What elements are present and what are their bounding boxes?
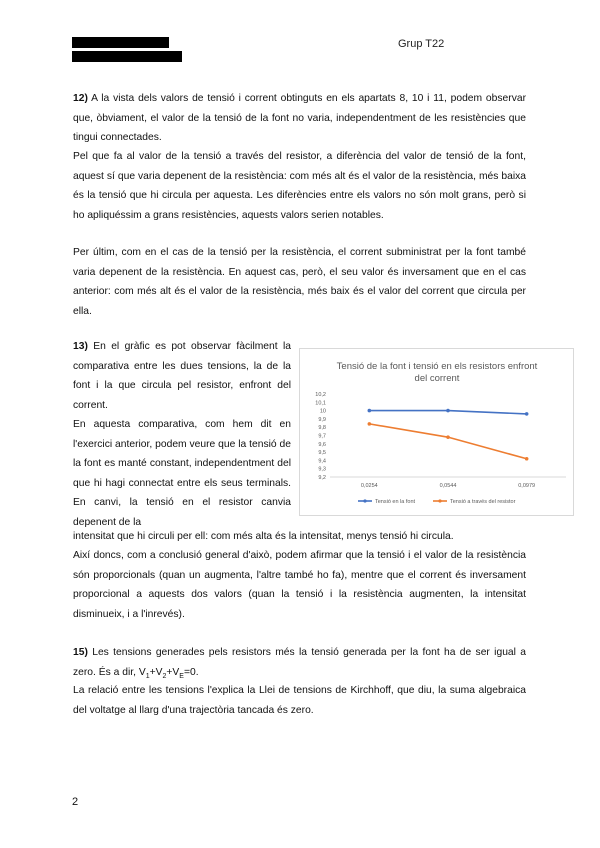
series-2-point — [446, 435, 450, 439]
eq-sub-1: 1 — [145, 672, 150, 680]
section-13-number: 13) — [73, 341, 88, 352]
chart-series — [368, 409, 529, 461]
redacted-name-1 — [72, 37, 169, 48]
section-13-paragraph-2: Així doncs, com a conclusió general d'això, podem afirmar que la tensió i el valor de la resistència són proporcionals (quan un augmenta, l'altre també ho fa), mentre que el corrent és inversament proporcional a aquests dos valors (quan la tensió i la resistència augmenten, la intensitat disminueix, i a l'inrevés). — [73, 550, 526, 620]
legend-marker-1 — [363, 499, 366, 502]
section-15-text-1: Les tensions generades pels resistors més la tensió generada per la font ha de ser igual a zero. És a dir, — [73, 647, 526, 678]
eq-sub-e: E — [179, 672, 184, 680]
section-12-paragraph-1 — [73, 89, 526, 148]
series-2-point — [368, 422, 372, 426]
section-13-column-paragraph-2: En aquesta comparativa, com hem dit en l'exercici anterior, podem veure que la tensió de la font es manté constant, independentment del que hi hagi connectat entre els seus terminals. En canvi, la tensió en el resistor canvia depenent de la — [73, 419, 291, 528]
x-tick-label: 0,0544 — [439, 483, 457, 489]
section-12-paragraph-3: Per últim, com en el cas de la tensió per la resistència, el corrent subministrat per la font també varia depenent de la resistència. En aquest cas, però, el seu valor és inversament que en el cas anterior: com més alt és el valor de la resistència, més baix és el valor del corrent que circula per ella. — [73, 247, 526, 317]
section-15-number: 15) — [73, 647, 88, 658]
line-chart — [300, 349, 573, 515]
series-2-point — [525, 457, 529, 461]
section-13-column-paragraph-1 — [73, 337, 291, 415]
chart-title-line-1: Tensió de la font i tensió en els resistors enfront — [336, 361, 538, 372]
section-13-text-1: En el gràfic es pot observar fàcilment la comparativa entre les dues tensions, la de la font i la que circula pel resistor, enfront del corrent. — [73, 341, 291, 411]
group-label: Grup T22 — [398, 38, 445, 50]
eq-end: =0. — [183, 666, 199, 678]
y-tick-label: 10 — [319, 408, 326, 415]
chart-title-line-2: del corrent — [414, 373, 460, 384]
section-12-text-1: A la vista dels valors de tensió i corrent obtinguts en els apartats 8, 10 i 11, podem observar que, òbviament, el valor de la tensió de la font no varia, independentment de les resistències que tingui connectades. — [73, 93, 526, 143]
y-tick-label: 9,8 — [318, 425, 326, 432]
y-tick-label: 10,2 — [315, 392, 326, 398]
series-1-point — [368, 409, 372, 413]
section-15-paragraph-1 — [73, 643, 526, 686]
eq-v1: V — [138, 666, 146, 678]
kirchhoff-equation — [139, 667, 199, 678]
section-12-number: 12) — [73, 93, 88, 104]
legend-marker-2 — [438, 499, 441, 502]
y-tick-label: 9,7 — [318, 433, 326, 440]
section-13-continuation: intensitat que hi circuli per ell: com més alta és la intensitat, menys tensió hi circula. — [73, 531, 454, 542]
x-tick-label: 0,0979 — [518, 483, 536, 489]
y-tick-label: 9,4 — [318, 458, 326, 465]
y-tick-label: 9,3 — [318, 466, 326, 473]
eq-sub-2: 2 — [162, 672, 167, 680]
y-tick-label: 9,6 — [318, 441, 326, 448]
series-1-point — [525, 412, 529, 416]
legend-label-2: Tensió a través del resistor — [450, 499, 516, 505]
chart-legend — [358, 499, 516, 505]
y-tick-label: 10,1 — [315, 400, 326, 407]
redacted-name-2 — [72, 51, 182, 62]
series-line-2 — [369, 424, 526, 459]
page-number: 2 — [72, 796, 79, 808]
legend-label-1: Tensió en la font — [375, 499, 416, 505]
series-1-point — [446, 409, 450, 413]
section-12-paragraph-2: Pel que fa al valor de la tensió a través del resistor, a diferència del valor de tensió de la font, aquest sí que varia depenent de la resistència: com més alt és el valor de la resistència, més baixa és la tensió que hi circula per aquesta. Les diferències entre els valors no són molt grans, però si ho apliquéssim a grans resistències, aquests valors serien notables. — [73, 151, 526, 221]
eq-ve: +V — [166, 666, 180, 678]
eq-v2: +V — [149, 666, 163, 678]
x-tick-label: 0,0254 — [360, 483, 378, 489]
x-axis — [361, 483, 535, 489]
y-tick-label: 9,9 — [318, 416, 326, 423]
section-15-paragraph-2: La relació entre les tensions l'explica la Llei de tensions de Kirchhoff, que diu, la suma algebraica del voltatge al llarg d'una trajectòria tancada és zero. — [73, 685, 526, 716]
chart-container — [299, 348, 574, 516]
y-tick-label: 9,5 — [318, 450, 326, 457]
y-tick-label: 9,2 — [318, 475, 326, 481]
